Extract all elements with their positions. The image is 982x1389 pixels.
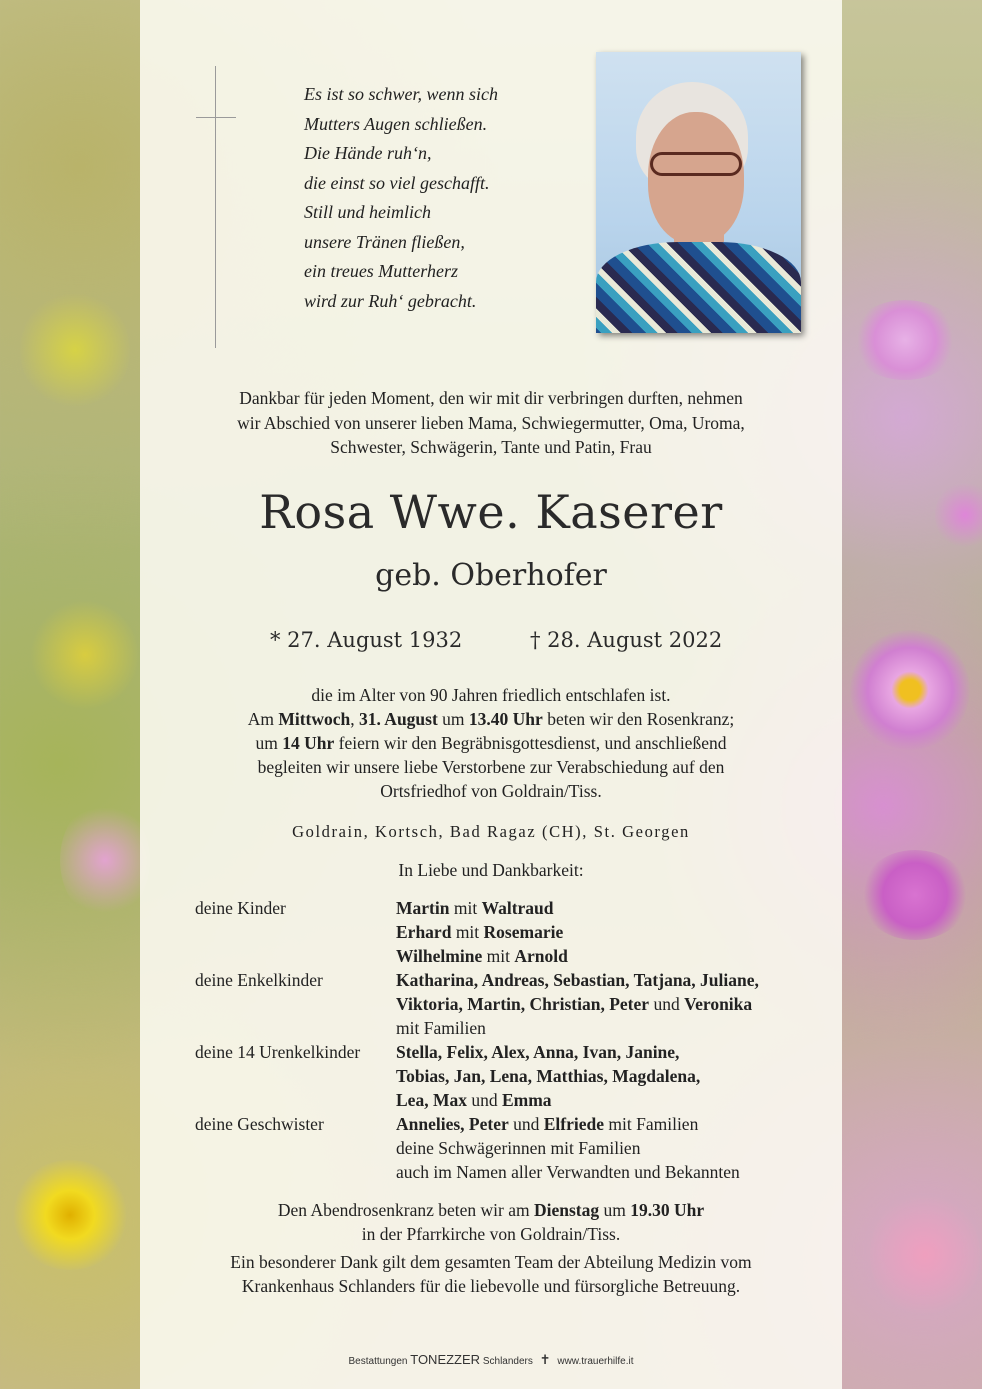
list-item xyxy=(396,1064,816,1088)
text: mit xyxy=(451,922,484,943)
relation-label: deine 14 Urenkelkinder xyxy=(195,1042,361,1062)
deceased-name: Rosa Wwe. Kaserer xyxy=(259,485,723,539)
list-item xyxy=(396,896,816,920)
flower-decoration xyxy=(60,800,150,920)
evening-line xyxy=(150,1198,832,1222)
text: Am xyxy=(247,709,279,729)
text: mit xyxy=(482,946,515,967)
list-item xyxy=(396,1088,816,1112)
list-item xyxy=(396,920,816,944)
text: beten wir den Rosenkranz; xyxy=(542,709,735,729)
thanks-line: Ein besonderer Dank gilt dem gesamten Team der Abteilung Medizin vom xyxy=(230,1252,752,1272)
name: Stella, Felix, Alex, Anna, Ivan, Janine, xyxy=(396,1042,680,1062)
list-item xyxy=(396,1040,816,1064)
relation-names xyxy=(396,1040,816,1112)
list-item: mit Familien xyxy=(396,1018,486,1039)
text: um xyxy=(437,709,469,729)
cross-icon-bar xyxy=(196,117,236,118)
name: Martin xyxy=(396,898,450,918)
text: und xyxy=(466,1090,502,1111)
text: und xyxy=(508,1114,544,1134)
flower-decoration xyxy=(20,290,130,410)
relation-label: deine Geschwister xyxy=(195,1114,324,1134)
rosary-date: 31. August xyxy=(359,709,438,729)
death-date: † 28. August 2022 xyxy=(530,628,723,652)
intro-line: wir Abschied von unserer lieben Mama, Schwiegermutter, Oma, Uroma, xyxy=(237,412,745,433)
flower-decoration xyxy=(10,1160,130,1270)
funeral-time: 14 Uhr xyxy=(282,733,335,753)
poem xyxy=(304,80,564,316)
maiden-name: geb. Oberhofer xyxy=(375,558,607,593)
cross-icon xyxy=(215,66,216,348)
poem-line: wird zur Ruh‘ gebracht. xyxy=(304,290,477,311)
list-item xyxy=(396,992,816,1016)
evening-day: Dienstag xyxy=(533,1200,600,1220)
footer-logo-icon: ✝ xyxy=(539,1352,551,1367)
funeral-line xyxy=(150,731,832,755)
name: Viktoria, Martin, Christian, Peter xyxy=(396,994,650,1015)
portrait-dress xyxy=(596,242,801,333)
name: Lea, Max xyxy=(396,1090,467,1111)
text: und xyxy=(649,994,685,1015)
footer xyxy=(140,1352,842,1368)
name: Waltraud xyxy=(481,898,554,918)
text: mit Familien xyxy=(604,1114,699,1134)
name: Erhard xyxy=(396,922,452,943)
list-item: deine Schwägerinnen mit Familien xyxy=(396,1138,641,1159)
list-item: auch im Namen aller Verwandten und Bekannten xyxy=(396,1162,740,1183)
funeral-line: Ortsfriedhof von Goldrain/Tiss. xyxy=(380,781,602,801)
portrait-glasses xyxy=(650,152,742,176)
text: feiern wir den Begräbnisgottesdienst, und anschließend xyxy=(334,733,727,753)
footer-firm: TONEZZER xyxy=(410,1352,481,1367)
poem-line: Mutters Augen schließen. xyxy=(304,113,488,134)
thanks-line: Krankenhaus Schlanders für die liebevolle und fürsorgliche Betreuung. xyxy=(241,1276,741,1296)
poem-line: ein treues Mutterherz xyxy=(304,261,458,281)
footer-place: Schlanders xyxy=(480,1356,533,1367)
relation-label: deine Kinder xyxy=(195,898,286,918)
name: Rosemarie xyxy=(483,922,564,943)
text: um xyxy=(255,733,283,753)
footer-prefix: Bestattungen xyxy=(348,1356,411,1367)
evening-time: 19.30 Uhr xyxy=(630,1200,705,1220)
passed-text: die im Alter von 90 Jahren friedlich entschlafen ist. xyxy=(311,685,671,705)
footer-url[interactable]: www.trauerhilfe.it xyxy=(557,1356,634,1367)
intro-text xyxy=(140,386,842,460)
text: , xyxy=(350,709,360,729)
rosary-line xyxy=(150,707,832,731)
love-line: In Liebe und Dankbarkeit: xyxy=(398,860,584,880)
list-item xyxy=(396,968,816,992)
rosary-day: Mittwoch xyxy=(278,709,351,729)
intro-line: Dankbar für jeden Moment, den wir mit dir verbringen durften, nehmen xyxy=(239,388,743,408)
flower-decoration xyxy=(850,300,960,380)
rosary-time: 13.40 Uhr xyxy=(468,709,543,729)
text: um xyxy=(599,1200,631,1220)
flower-decoration xyxy=(850,630,970,750)
rosary-text xyxy=(150,707,832,803)
name: Katharina, Andreas, Sebastian, Tatjana, Juliane, xyxy=(396,970,759,990)
poem-line: Die Hände ruh‘n, xyxy=(304,143,432,163)
portrait-face xyxy=(648,112,744,244)
relation-label: deine Enkelkinder xyxy=(195,970,323,990)
birth-date: * 27. August 1932 xyxy=(270,628,463,652)
relation-names xyxy=(396,896,816,968)
flower-decoration xyxy=(870,1190,980,1320)
relation-names xyxy=(396,968,816,1040)
portrait-photo xyxy=(596,52,801,333)
name: Wilhelmine xyxy=(396,946,483,967)
flower-decoration xyxy=(935,480,982,550)
poem-line: unsere Tränen fließen, xyxy=(304,231,465,252)
poem-line: Still und heimlich xyxy=(304,202,431,222)
name: Emma xyxy=(501,1090,552,1111)
evening-line: in der Pfarrkirche von Goldrain/Tiss. xyxy=(361,1224,621,1244)
name: Annelies, Peter xyxy=(396,1114,509,1134)
intro-line: Schwester, Schwägerin, Tante und Patin, Frau xyxy=(330,437,652,457)
funeral-line: begleiten wir unsere liebe Verstorbene zur Verabschiedung auf den xyxy=(257,757,725,777)
list-item xyxy=(396,1112,816,1136)
flower-decoration xyxy=(30,600,140,710)
text: Den Abendrosenkranz beten wir am xyxy=(277,1200,534,1220)
name: Elfriede xyxy=(543,1114,605,1134)
thanks-text xyxy=(150,1250,832,1298)
relation-names xyxy=(396,1112,816,1184)
poem-line: die einst so viel geschafft. xyxy=(304,172,490,193)
name: Veronika xyxy=(684,994,753,1015)
flower-decoration xyxy=(860,850,970,940)
list-item xyxy=(396,944,816,968)
places: Goldrain, Kortsch, Bad Ragaz (CH), St. Georgen xyxy=(292,822,690,841)
poem-line: Es ist so schwer, wenn sich xyxy=(304,84,499,104)
text: mit xyxy=(449,898,482,918)
evening-rosary xyxy=(150,1198,832,1246)
name: Tobias, Jan, Lena, Matthias, Magdalena, xyxy=(396,1066,701,1087)
name: Arnold xyxy=(514,946,568,967)
